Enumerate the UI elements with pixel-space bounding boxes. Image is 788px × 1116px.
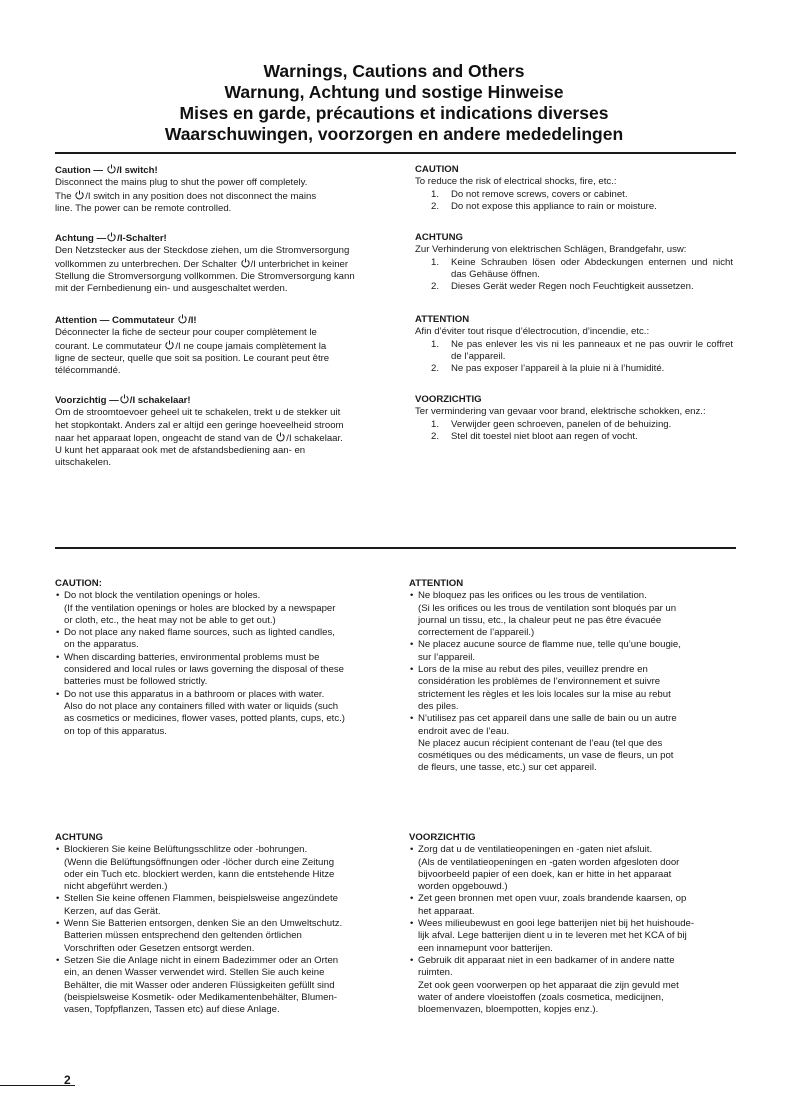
text-line: Kerzen, auf das Gerät. [64, 905, 161, 917]
caution-list [415, 257, 733, 294]
ventilation-caution-en [55, 578, 390, 738]
list-item [55, 652, 390, 689]
switch-heading: Attention — Commutateur /I! [55, 315, 197, 326]
text-line: considered and local rules or laws governing the disposal of these [64, 664, 344, 676]
text-line: Ne placez aucune source de flamme nue, telle qu’une bougie, [418, 639, 681, 651]
text-line: on the apparatus. [64, 639, 139, 651]
ventilation-caution-nl [409, 832, 739, 1016]
list-item [55, 955, 390, 1016]
text-line: considération les problèmes de l’environnement et suivre [418, 676, 661, 688]
list-item: 2. Do not expose this appliance to rain or moisture. [431, 200, 657, 212]
text-line: courant. Le commutateur /I ne coupe jamais complètement la [55, 340, 327, 352]
ventilation-caution-fr [409, 578, 739, 775]
text-line: des piles. [418, 700, 459, 712]
list-item [409, 844, 739, 893]
caution-list [415, 189, 733, 214]
power-standby-icon [106, 164, 117, 174]
bullet-icon: • [410, 844, 414, 856]
list-item [55, 893, 390, 918]
bullet-icon: • [56, 893, 60, 905]
text-line: U kunt het apparaat ook met de afstandsbediening aan- en [55, 445, 306, 457]
text-line: Om de stroomtoevoer geheel uit te schakelen, trekt u de stekker uit [55, 407, 341, 419]
list-item: 1. Verwijder geen schroeven, panelen of de behuizing. [431, 418, 672, 430]
text-line: télécommandé. [55, 365, 121, 377]
text-line: worden opgebouwd.) [418, 881, 508, 893]
bullet-list [55, 844, 390, 1016]
text-line: (Si les orifices ou les trous de ventilation sont bloqués par un [418, 602, 677, 614]
caution-heading: VOORZICHTIG [415, 394, 482, 405]
title-fr: Mises en garde, précautions et indications diverses [179, 103, 609, 123]
text-line: Stellen Sie keine offenen Flammen, beispielsweise angezündete [64, 893, 338, 905]
list-item: 2. Stel dit toestel niet bloot aan regen of vocht. [431, 430, 638, 442]
page-number: 2 [64, 1073, 71, 1087]
power-standby-icon [74, 190, 85, 200]
text-line: (Wenn die Belüftungsöffnungen oder -löcher durch eine Zeitung [64, 856, 335, 868]
text-line: Déconnecter la fiche de secteur pour couper complètement le [55, 327, 317, 339]
section-heading: ATTENTION [409, 578, 464, 589]
bullet-list [55, 590, 390, 738]
list-item [409, 893, 739, 918]
text-line: vasen, Topfpflanzen, Tassen etc) auf diese Anlage. [64, 1004, 280, 1016]
bullet-icon: • [56, 918, 60, 930]
text-line: Stellung die Stromversorgung vollkommen. Die Stromversorgung kann [55, 270, 355, 282]
text-line: N’utilisez pas cet appareil dans une salle de bain ou un autre [418, 713, 677, 725]
text-line: journal un tissu, etc., la chaleur peut ne pas être évacuée [418, 614, 662, 626]
power-standby-icon [240, 258, 251, 268]
power-standby-icon [164, 340, 175, 350]
shock-caution-de [415, 232, 733, 293]
text-line: Do not block the ventilation openings or holes. [64, 590, 261, 602]
section-heading: CAUTION: [55, 578, 102, 589]
text-line: naar het apparaat lopen, ongeacht de stand van de /I schakelaar. [55, 432, 343, 444]
shock-caution-nl [415, 394, 741, 443]
caution-heading: CAUTION [415, 164, 459, 175]
power-standby-icon [106, 232, 117, 242]
text-line: as cosmetics or medicines, flower vases, potted plants, cups, etc.) [64, 713, 346, 725]
list-item: 1. Keine Schrauben lösen oder Abdeckungen enternen und nicht das Gehäuse öffnen. [431, 256, 733, 280]
text-line: uitschakelen. [55, 457, 111, 469]
text-line: or cloth, etc., the heat may not be able to get out.) [64, 614, 276, 626]
text-line: water of andere vloeistoffen (zoals cosmetica, medicijnen, [418, 991, 664, 1003]
bullet-icon: • [56, 651, 60, 663]
list-item [55, 590, 390, 627]
bullet-icon: • [410, 893, 414, 905]
text-line: ein, an denen Wasser verwendet wird. Stellen Sie auch keine [64, 967, 325, 979]
text-line: Zet ook geen voorwerpen op het apparaat die zijn gevuld met [418, 979, 679, 991]
text-line: correctement de l’appareil.) [418, 627, 535, 639]
bullet-icon: • [410, 918, 414, 930]
switch-caution-fr [55, 314, 385, 377]
text-line: Blockieren Sie keine Belüftungsschlitze oder -bohrungen. [64, 844, 308, 856]
text-line: Wenn Sie Batterien entsorgen, denken Sie an den Umweltschutz. [64, 918, 343, 930]
title-nl: Waarschuwingen, voorzorgen en andere mededelingen [164, 124, 624, 144]
text-line: het apparaat. [418, 905, 475, 917]
list-item [55, 689, 390, 738]
text-line: Wees milieubewust en gooi lege batterijen niet bij het huishoude- [418, 918, 695, 930]
text-line: bloemenvazen, bloempotten, kopjes enz.). [418, 1004, 599, 1016]
text-line: bijvoorbeeld papier of een doek, kan er hitte in het apparaat [418, 868, 672, 880]
list-item: 1. Do not remove screws, covers or cabinet. [431, 188, 628, 200]
text-line: Gebruik dit apparaat niet in een badkamer of in andere natte [418, 954, 675, 966]
caution-list [415, 419, 741, 444]
switch-heading: Voorzichtig — /I schakelaar! [55, 395, 191, 406]
list-item [409, 918, 739, 955]
bullet-icon: • [410, 590, 414, 602]
page-titles [0, 61, 788, 145]
switch-caution-en [55, 164, 385, 215]
caution-heading: ATTENTION [415, 314, 470, 325]
title-divider [55, 152, 736, 154]
text-line: cosmétiques ou des médicaments, un vase de fleurs, un pot [418, 750, 674, 762]
text-line: (beispielsweise Kosmetik- oder Medikamentenbehälter, Blumen- [64, 991, 338, 1003]
text-line: Vorschriften oder Gesetzen entsorgt werden. [64, 942, 255, 954]
text-line: een innamepunt voor batterijen. [418, 942, 553, 954]
text-line: endroit avec de l’eau. [418, 725, 510, 737]
switch-text [55, 245, 385, 295]
text-line: Zet geen bronnen met open vuur, zoals brandende kaarsen, op [418, 893, 687, 905]
text-line: Ne placez aucun récipient contenant de l’eau (tel que des [418, 737, 663, 749]
bullet-icon: • [56, 844, 60, 856]
text-line: (Als de ventilatieopeningen en -gaten worden afgesloten door [418, 856, 680, 868]
bullet-icon: • [56, 688, 60, 700]
bullet-icon: • [410, 713, 414, 725]
bullet-icon: • [410, 664, 414, 676]
text-line: Do not place any naked flame sources, such as lighted candles, [64, 627, 335, 639]
caution-intro: Zur Verhinderung von elektrischen Schlägen, Brandgefahr, usw: [415, 244, 687, 256]
list-item [55, 627, 390, 652]
list-item [409, 590, 739, 639]
list-item [55, 918, 390, 955]
list-item: 1. Ne pas enlever les vis ni les panneaux et ne pas ouvrir le coffret de l’appareil. [431, 338, 733, 362]
text-line: Do not use this apparatus in a bathroom or places with water. [64, 688, 325, 700]
text-line: Ne bloquez pas les orifices ou les trous de ventilation. [418, 590, 647, 602]
caution-intro: To reduce the risk of electrical shocks, fire, etc.: [415, 176, 617, 188]
switch-text [55, 327, 385, 377]
text-line: The /I switch in any position does not disconnect the mains [55, 190, 317, 202]
caution-list [415, 339, 733, 376]
bullet-icon: • [56, 627, 60, 639]
text-line: batteries must be followed strictly. [64, 676, 208, 688]
shock-caution-en [415, 164, 733, 213]
bullet-icon: • [410, 954, 414, 966]
title-de: Warnung, Achtung und sostige Hinweise [224, 82, 564, 102]
text-line: Behälter, die mit Wasser oder anderen Flüssigkeiten gefüllt sind [64, 979, 335, 991]
text-line: ruimten. [418, 967, 453, 979]
section-heading: ACHTUNG [55, 832, 103, 843]
text-line: on top of this apparatus. [64, 725, 167, 737]
power-standby-icon [275, 432, 286, 442]
section-divider [55, 547, 736, 549]
text-line: Zorg dat u de ventilatieopeningen en -gaten niet afsluit. [418, 844, 653, 856]
caution-intro: Afin d’éviter tout risque d’électrocution, d’incendie, etc.: [415, 326, 650, 338]
text-line: ligne de secteur, quelle que soit sa position. Le courant peut être [55, 352, 330, 364]
text-line: sur l’appareil. [418, 651, 476, 663]
switch-heading: Caution — /I switch! [55, 165, 158, 176]
text-line: Lors de la mise au rebut des piles, veuillez prendre en [418, 664, 648, 676]
text-line: Disconnect the mains plug to shut the power off completely. [55, 177, 308, 189]
list-item [55, 844, 390, 893]
list-item [409, 639, 739, 664]
text-line: strictement les règles et les lois locales sur la mise au rebut [418, 688, 671, 700]
text-line: Batterien müssen entsprechend den geltenden örtlichen [64, 930, 302, 942]
caution-intro: Ter vermindering van gevaar voor brand, elektrische schokken, enz.: [415, 406, 706, 418]
text-line: line. The power can be remote controlled. [55, 202, 232, 214]
text-line: oder ein Tuch etc. blockiert werden, kann die entstehende Hitze [64, 868, 335, 880]
ventilation-caution-de [55, 832, 390, 1016]
bullet-icon: • [56, 590, 60, 602]
bullet-icon: • [56, 954, 60, 966]
text-line: vollkommen zu unterbrechen. Der Schalter /I unterbrichet in keiner [55, 258, 349, 270]
bullet-icon: • [410, 639, 414, 651]
text-line: (If the ventilation openings or holes are blocked by a newspaper [64, 602, 336, 614]
switch-caution-nl [55, 394, 385, 470]
text-line: Setzen Sie die Anlage nicht in einem Badezimmer oder an Orten [64, 954, 339, 966]
section-heading: VOORZICHTIG [409, 832, 476, 843]
list-item [409, 955, 739, 1016]
text-line: Also do not place any containers filled with water or liquids (such [64, 700, 339, 712]
text-line: When discarding batteries, environmental problems must be [64, 651, 320, 663]
bullet-list [409, 590, 739, 774]
bullet-list [409, 844, 739, 1016]
text-line: lijk afval. Lege batterijen dient u in te leveren met het KCA of bij [418, 930, 687, 942]
list-item: 2. Dieses Gerät weder Regen noch Feuchtigkeit aussetzen. [431, 281, 694, 293]
text-line: Den Netzstecker aus der Steckdose ziehen, um die Stromversorgung [55, 245, 350, 257]
power-standby-icon [177, 314, 188, 324]
title-en: Warnings, Cautions and Others [263, 61, 525, 81]
switch-text [55, 177, 385, 215]
list-item [409, 713, 739, 774]
text-line: mit der Fernbedienung ein- und ausgeschaltet werden. [55, 283, 288, 295]
list-item: 2. Ne pas exposer l’appareil à la pluie ni à l’humidité. [431, 363, 665, 375]
list-item [409, 664, 739, 713]
switch-caution-de [55, 232, 385, 295]
switch-text [55, 407, 385, 469]
power-standby-icon [119, 394, 130, 404]
text-line: de fleurs, une tasse, etc.) sur cet appareil. [418, 762, 597, 774]
caution-heading: ACHTUNG [415, 232, 463, 243]
switch-heading: Achtung — /I-Schalter! [55, 233, 167, 244]
shock-caution-fr [415, 314, 733, 375]
text-line: nicht abgeführt werden.) [64, 881, 168, 893]
text-line: het stopkontakt. Anders zal er altijd een geringe hoeveelheid stroom [55, 419, 344, 431]
